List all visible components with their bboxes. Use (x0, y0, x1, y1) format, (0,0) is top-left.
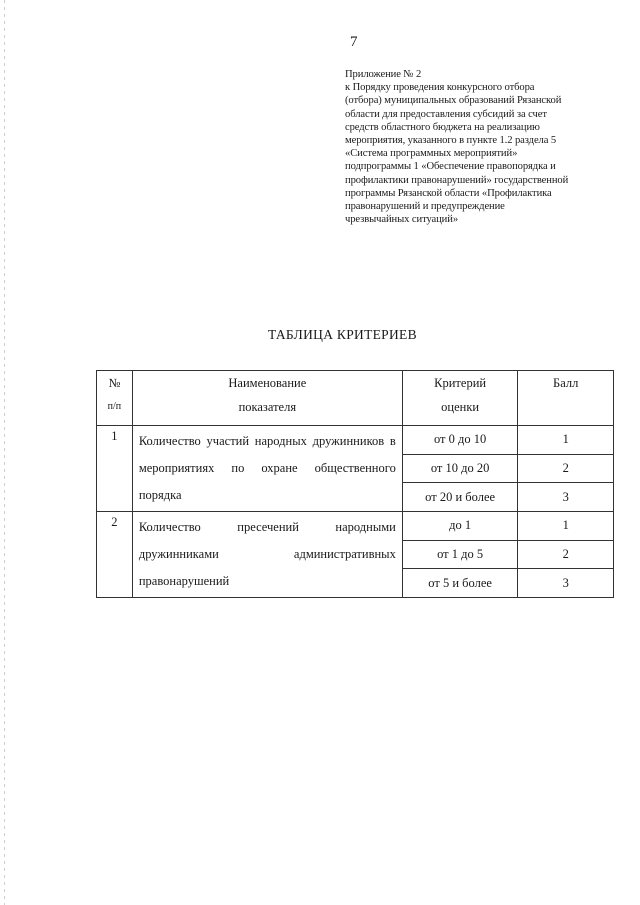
appendix-line: области для предоставления субсидий за счет (345, 108, 547, 120)
criterion-score: 2 (518, 454, 614, 483)
criterion-range: от 20 и более (402, 483, 518, 512)
table-header-row (97, 371, 614, 426)
header-name (132, 371, 402, 426)
criterion-range: от 1 до 5 (402, 540, 518, 569)
header-name-top: Наименование (228, 376, 307, 390)
row-number: 2 (97, 512, 133, 598)
criterion-score: 3 (518, 569, 614, 598)
criterion-score: 1 (518, 426, 614, 455)
header-score (518, 371, 614, 426)
criterion-range: до 1 (402, 512, 518, 541)
appendix-line: программы Рязанской области «Профилактика (345, 187, 552, 199)
criterion-score: 1 (518, 512, 614, 541)
criterion-range: от 0 до 10 (402, 426, 518, 455)
row-indicator-name: Количество пресечений народными дружинниками административных правонарушений (132, 512, 402, 598)
criterion-range: от 10 до 20 (402, 454, 518, 483)
appendix-line: (отбора) муниципальных образований Рязанской (345, 95, 562, 107)
appendix-line: Приложение № 2 (345, 69, 422, 80)
header-name-bottom: показателя (238, 400, 297, 414)
header-number-top: № (108, 376, 121, 390)
appendix-line: «Система программных мероприятий» (345, 148, 518, 160)
appendix-line: мероприятия, указанного в пункте 1.2 раздела 5 (345, 135, 557, 147)
header-criterion-top: Критерий (434, 376, 487, 390)
header-criterion-bottom: оценки (441, 400, 480, 414)
header-criterion (402, 371, 518, 426)
appendix-line: к Порядку проведения конкурсного отбора (345, 82, 535, 94)
header-number (97, 371, 133, 426)
criterion-range: от 5 и более (402, 569, 518, 598)
appendix-note (345, 68, 615, 226)
table-row (97, 426, 614, 455)
page-number: 7 (350, 34, 358, 50)
row-number: 1 (97, 426, 133, 512)
header-score-label: Балл (553, 376, 579, 390)
scan-edge (4, 0, 5, 905)
appendix-line: средств областного бюджета на реализацию (345, 121, 540, 133)
appendix-line: правонарушений и предупреждение (345, 201, 505, 213)
appendix-line: подпрограммы 1 «Обеспечение правопорядка и (345, 161, 556, 173)
row-indicator-name: Количество участий народных дружинников в мероприятиях по охране общественного порядка (132, 426, 402, 512)
criterion-score: 3 (518, 483, 614, 512)
table-title: ТАБЛИЦА КРИТЕРИЕВ (268, 327, 417, 342)
criteria-table (96, 370, 614, 598)
header-number-bottom: п/п (107, 401, 122, 412)
table-row (97, 512, 614, 541)
appendix-line: профилактики правонарушений» государственной (345, 174, 569, 186)
appendix-line: чрезвычайных ситуаций» (345, 214, 459, 226)
criterion-score: 2 (518, 540, 614, 569)
